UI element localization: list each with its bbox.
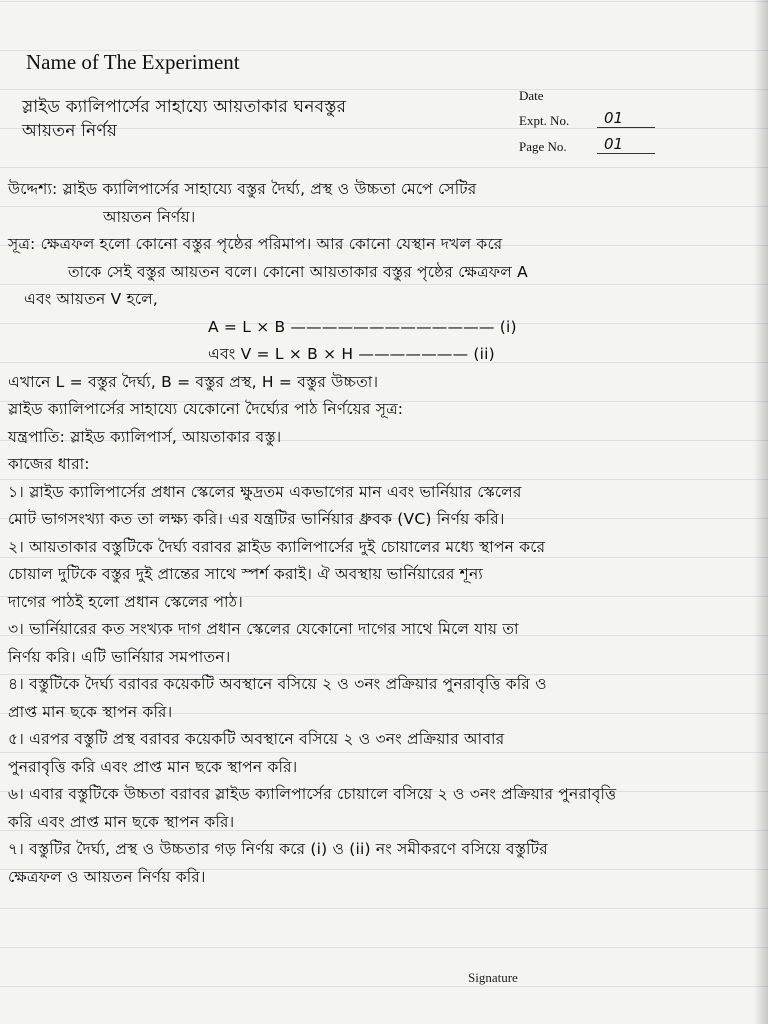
procedure-step: মোট ভাগসংখ্যা কত তা লক্ষ্য করি। এর যন্ত্রটির ভার্নিয়ার ধ্রুবক (VC) নির্ণয় করি। (8, 510, 505, 528)
page-no-value: 01 (604, 135, 624, 153)
formula-line: সূত্র: ক্ষেত্রফল হলো কোনো বস্তুর পৃষ্ঠের পরিমাপ। আর কোনো যেস্থান দখল করে (8, 235, 503, 253)
procedure-step: ক্ষেত্রফল ও আয়তন নির্ণয় করি। (8, 867, 206, 886)
page-no-underline (597, 153, 655, 154)
objective-line: আয়তন নির্ণয়। (103, 207, 196, 226)
experiment-title-line: আয়তন নির্ণয় (22, 121, 118, 141)
procedure-step: ৬। এবার বস্তুটিকে উচ্চতা বরাবর স্লাইড ক্যালিপার্সের চোয়ালে বসিয়ে ২ ও ৩নং প্রক্রিয়ার পুনরাবৃত্তি (8, 785, 617, 803)
procedure-step: ৩। ভার্নিয়ারের কত সংখ্যক দাগ প্রধান স্কেলের যেকোনো দাগের সাথে মিলে যায় তা (8, 620, 519, 638)
procedure-step: পুনরাবৃত্তি করি এবং প্রাপ্ত মান ছকে স্থাপন করি। (8, 757, 298, 776)
experiment-title (22, 95, 346, 143)
procedure-step: ৪। বস্তুটিকে দৈর্ঘ্য বরাবর কয়েকটি অবস্থানে বসিয়ে ২ ও ৩নং প্রক্রিয়ার পুনরাবৃত্তি করি ও (8, 675, 547, 693)
expt-no-label: Expt. No. (519, 113, 570, 128)
handwritten-body (8, 176, 616, 891)
procedure-step: করি এবং প্রাপ্ত মান ছকে স্থাপন করি। (8, 812, 235, 831)
objective-line: উদ্দেশ্য: স্লাইড ক্যালিপার্সের সাহায্যে বস্তুর দৈর্ঘ্য, প্রস্থ ও উচ্চতা মেপে সেটির (8, 180, 477, 198)
expt-no-value: 01 (604, 109, 624, 127)
procedure-step: ৭। বস্তুটির দৈর্ঘ্য, প্রস্থ ও উচ্চতার গড় নির্ণয় করে (i) ও (ii) নং সমীকরণে বসিয়ে বস্তুটির (8, 840, 548, 858)
equation-volume: এবং V = L × B × H ——————— (ii) (208, 345, 495, 363)
experiment-name-heading: Name of The Experiment (26, 50, 240, 74)
expt-no-field (519, 109, 624, 129)
procedure-heading: কাজের ধারা: (8, 455, 90, 473)
page-no-label: Page No. (519, 139, 567, 154)
equation-area: A = L × B ————————————— (i) (208, 317, 517, 336)
variables-line: এখানে L = বস্তুর দৈর্ঘ্য, B = বস্তুর প্রস্থ, H = বস্তুর উচ্চতা। (8, 372, 379, 391)
procedure-step: নির্ণয় করি। এটি ভার্নিয়ার সমপাতন। (8, 647, 231, 666)
expt-no-underline (597, 127, 655, 128)
signature-label: Signature (468, 970, 518, 985)
formula-line: এবং আয়তন V হলে, (24, 290, 159, 308)
procedure-step: ৫। এরপর বস্তুটি প্রস্থ বরাবর কয়েকটি অবস্থানে বসিয়ে ২ ও ৩নং প্রক্রিয়ার আবার (8, 730, 505, 748)
reading-formula-line: স্লাইড ক্যালিপার্সের সাহায্যে যেকোনো দৈর্ঘ্যের পাঠ নির্ণয়ের সূত্র: (8, 400, 404, 418)
date-label: Date (519, 88, 544, 103)
page-edge-shadow (754, 0, 768, 1024)
procedure-step: ২। আয়তাকার বস্তুটিকে দৈর্ঘ্য বরাবর স্লাইড ক্যালিপার্সের দুই চোয়ালের মধ্যে স্থাপন করে (8, 537, 546, 556)
apparatus-line: যন্ত্রপাতি: স্লাইড ক্যালিপার্স, আয়তাকার বস্তু। (8, 427, 282, 446)
experiment-title-line: স্লাইড ক্যালিপার্সের সাহায্যে আয়তাকার ঘনবস্তুর (22, 97, 347, 117)
procedure-step: প্রাপ্ত মান ছকে স্থাপন করি। (8, 702, 173, 721)
page-no-field (519, 135, 624, 155)
formula-line: তাকে সেই বস্তুর আয়তন বলে। কোনো আয়তাকার বস্তুর পৃষ্ঠের ক্ষেত্রফল A (68, 262, 528, 281)
procedure-step: চোয়াল দুটিকে বস্তুর দুই প্রান্তের সাথে স্পর্শ করাই। ঐ অবস্থায় ভার্নিয়ারের শূন্য (8, 565, 483, 583)
date-field (519, 88, 544, 104)
procedure-step: দাগের পাঠই হলো প্রধান স্কেলের পাঠ। (8, 592, 243, 611)
procedure-step: ১। স্লাইড ক্যালিপার্সের প্রধান স্কেলের ক্ষুদ্রতম একভাগের মান এবং ভার্নিয়ার স্কেলের (8, 482, 522, 501)
